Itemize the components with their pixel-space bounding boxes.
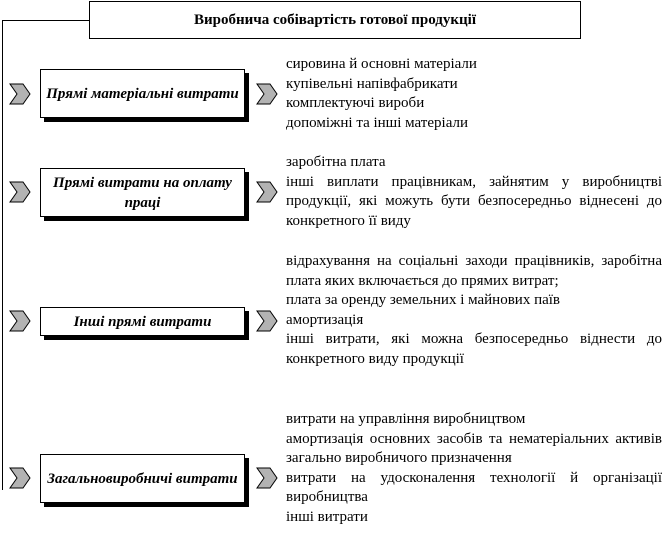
list-item: інші витрати <box>286 508 368 525</box>
list-item: купівельні напівфабрикати <box>286 75 458 92</box>
category-label-4: Загальновиробничі витрати <box>47 470 238 487</box>
category-items-3 <box>286 252 662 369</box>
category-items-2 <box>286 153 662 231</box>
category-box-2 <box>40 168 245 217</box>
diagram-title <box>89 1 581 39</box>
list-item: інші витрати, які можна безпосередньо віднести до конкретного виду продукції <box>286 331 662 367</box>
list-item: заробітна плата <box>286 154 386 170</box>
chevron-right-icon <box>9 310 31 332</box>
category-box-3 <box>40 307 245 336</box>
category-label-1: Прямі матеріальні витрати <box>46 85 239 102</box>
list-item: плата за оренду земельних і майнових паїв <box>286 292 561 308</box>
chevron-right-icon <box>9 83 31 105</box>
chevron-right-icon <box>256 467 278 489</box>
list-item: амортизація <box>286 311 364 328</box>
category-box-4 <box>40 454 245 503</box>
list-item: комплектуючі вироби <box>286 95 425 111</box>
category-label-2: Прямі витрати на оплату праці <box>53 174 232 211</box>
chevron-right-icon <box>256 310 278 332</box>
chevron-right-icon <box>9 467 31 489</box>
list-item: допоміжні та інші матеріали <box>286 114 468 131</box>
category-box-1 <box>40 69 245 118</box>
chevron-right-icon <box>9 181 31 203</box>
category-items-4 <box>286 410 662 527</box>
chevron-right-icon <box>256 83 278 105</box>
list-item: витрати на управління виробництвом <box>286 411 526 427</box>
list-item: відрахування на соціальні заходи працівників, заробітна плата яких включається до прямих витрат; <box>286 253 662 289</box>
diagram-title-text: Виробнича собівартість готової продукції <box>193 11 476 28</box>
chevron-right-icon <box>256 181 278 203</box>
category-items-1 <box>286 55 662 133</box>
list-item: витрати на удосконалення технології й організації виробництва <box>286 469 662 505</box>
list-item: інші виплати працівникам, зайнятим у виробництві продукції, які можуть бути безпосередньо віднесені до конкретного її виду <box>286 173 662 229</box>
list-item: амортизація основних засобів та нематеріальних активів загально виробничого призначення <box>286 430 662 466</box>
category-label-3: Інші прямі витрати <box>73 313 212 330</box>
list-item: сировина й основні матеріали <box>286 56 477 72</box>
